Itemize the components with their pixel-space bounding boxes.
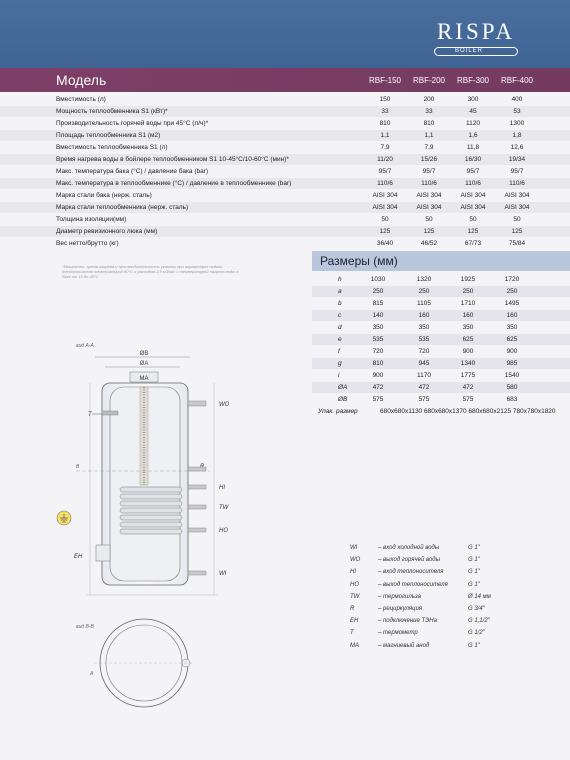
legend-code: EH	[350, 618, 359, 625]
spec-value: 110/6	[421, 180, 437, 187]
dimension-row	[312, 382, 570, 393]
legend-code: TW	[350, 593, 360, 600]
label-oslash-a: ØA	[139, 361, 149, 367]
spec-value: 1,8	[512, 132, 522, 139]
dimension-value: 250	[372, 288, 384, 295]
legend-description: – вход холодной воды	[378, 545, 440, 551]
legend-thread-size: G 1,1/2"	[468, 618, 490, 625]
legend-thread-size: G 1"	[468, 581, 480, 588]
logo-subtitle: BOILER	[434, 47, 518, 56]
legend-item	[350, 545, 530, 557]
legend-thread-size: G 1"	[468, 569, 480, 576]
dimension-value: 350	[462, 324, 474, 331]
dimension-value: 1030	[370, 276, 386, 283]
legend-code: HO	[350, 581, 359, 588]
legend-code: WO	[350, 557, 361, 564]
dimension-value: 350	[418, 324, 430, 331]
spec-value: 50	[381, 216, 389, 223]
spec-value: 125	[379, 228, 391, 235]
dimension-value: 815	[372, 300, 384, 307]
spec-value: 95/7	[378, 168, 392, 175]
spec-label: Мощность теплообменника S1 (кВт)*	[56, 108, 168, 115]
legend-description: – выход горячей воды	[378, 557, 441, 564]
spec-label: Макс. температура в теплообменнике (°С) / давление в теплообменнике (bar)	[56, 180, 292, 187]
spec-label: Диаметр ревизионного люка (мм)	[56, 228, 158, 235]
spec-value: 95/7	[466, 168, 480, 175]
legend-item	[350, 606, 530, 618]
spec-row	[0, 142, 570, 153]
spec-value: 11,8	[466, 144, 480, 151]
label-tw: TW	[219, 505, 229, 511]
spec-value: 110/6	[465, 180, 481, 187]
spec-label: Вместимость теплообменника S1 (л)	[56, 144, 168, 151]
dimension-value: 720	[418, 348, 430, 355]
spec-row	[0, 130, 570, 141]
label-hi: HI	[219, 485, 225, 491]
spec-value: 1120	[466, 120, 480, 127]
spec-row	[0, 238, 570, 249]
legend-code: R	[350, 606, 355, 612]
label-ho: HO	[219, 528, 228, 534]
model-col-1: RBF-150	[368, 76, 401, 85]
spec-row	[0, 214, 570, 225]
spec-row	[0, 226, 570, 237]
spec-value: AISI 304	[416, 192, 442, 199]
dimension-value: 625	[506, 336, 518, 343]
legend-description: – подключение ТЭНа	[378, 618, 437, 625]
spec-value: AISI 304	[504, 204, 530, 211]
dimension-key: ØA	[338, 384, 348, 391]
dimensions-title: Размеры (мм)	[320, 254, 398, 268]
spec-label: Марка стали бака (нерж. сталь)	[56, 192, 152, 199]
dimension-value: 160	[418, 312, 430, 319]
dimension-key: g	[338, 360, 342, 367]
dimension-value: 1105	[417, 300, 431, 307]
dimension-row	[312, 298, 570, 309]
legend-code: T	[350, 630, 354, 637]
spec-value: AISI 304	[504, 192, 530, 199]
spec-row	[0, 166, 570, 177]
spec-value: 150	[379, 96, 391, 103]
page-header	[0, 0, 570, 68]
spec-label: Вес нетто/брутто (кг)	[56, 240, 119, 247]
dimension-value: 985	[506, 360, 518, 367]
spec-value: 200	[423, 96, 435, 103]
dimension-key: h	[338, 276, 342, 283]
dimension-row	[312, 358, 570, 369]
spec-value: 125	[511, 228, 523, 235]
legend-thread-size: Ø 14 мм	[468, 593, 491, 600]
spec-label: Вместимость (л)	[56, 96, 106, 103]
hi-port	[188, 485, 206, 489]
dimension-row	[312, 310, 570, 321]
spec-value: 50	[513, 216, 521, 223]
dimension-value: 250	[506, 288, 518, 295]
footnote: *Мощность, время нагрева и производительность указаны при параметрах подачи теплоносителя температурой 80°С и расходом 2,5 м3/час с температурой нагрева воды в баке от 10 до 45°С	[62, 264, 239, 279]
legend-item	[350, 569, 530, 581]
spec-value: 50	[469, 216, 477, 223]
eh-flange	[96, 545, 110, 561]
legend-item	[350, 582, 530, 594]
ho-port	[188, 528, 206, 532]
dimension-key: i	[338, 372, 340, 379]
dimension-value: 945	[418, 360, 430, 367]
spec-value: 125	[423, 228, 435, 235]
specs-title: Модель	[56, 72, 107, 88]
tw-port	[188, 505, 206, 509]
thermometer-port	[102, 411, 118, 415]
dimension-value: 575	[418, 396, 430, 403]
dimension-row	[312, 334, 570, 345]
spec-label: Производительность горячей воды при 45°С (л/ч)*	[56, 120, 209, 127]
dimension-value: 1540	[504, 372, 520, 379]
dimension-value: 900	[462, 348, 474, 355]
spec-value: 45	[469, 108, 477, 115]
spec-value: 50	[425, 216, 433, 223]
label-a: A	[90, 671, 94, 677]
label-wi: WI	[219, 571, 227, 577]
legend-code: MA	[350, 642, 359, 649]
dimension-value: 1340	[460, 360, 476, 367]
packaging-values: 680x680x1130 680x680x1370 680x680x2125 780x780x1820	[380, 408, 556, 415]
dimension-value: 1170	[417, 372, 431, 379]
packaging-row	[312, 406, 570, 417]
spec-value: 53	[513, 108, 521, 115]
spec-value: AISI 304	[372, 192, 398, 199]
legend-item	[350, 594, 530, 606]
dimension-value: 575	[372, 396, 384, 403]
spec-value: AISI 304	[416, 204, 442, 211]
spec-value: 46/52	[420, 240, 438, 247]
dimension-key: e	[338, 336, 342, 343]
dimension-value: 535	[372, 336, 384, 343]
spec-value: 67/73	[464, 240, 482, 247]
spec-row	[0, 154, 570, 165]
dimension-row	[312, 286, 570, 297]
dimension-value: 1925	[460, 276, 476, 283]
model-header-bar	[0, 68, 570, 92]
model-col-2: RBF-200	[412, 76, 445, 85]
label-ma: MA	[139, 376, 149, 382]
spec-row	[0, 178, 570, 189]
spec-value: AISI 304	[460, 192, 486, 199]
legend-item	[350, 557, 530, 569]
legend-description: – термометр	[378, 630, 418, 637]
dimension-value: 1710	[460, 300, 476, 307]
spec-value: 16/30	[464, 156, 482, 163]
model-col-3: RBF-300	[456, 76, 489, 85]
packaging-label: Упак. размер	[318, 408, 358, 415]
dimension-value: 350	[372, 324, 384, 331]
dimension-key: ØB	[338, 396, 348, 403]
spec-value: 810	[423, 120, 435, 127]
spec-value: 12,6	[510, 144, 524, 151]
dimension-value: 250	[418, 288, 430, 295]
dimensions-title-bar	[312, 251, 570, 271]
spec-value: AISI 304	[372, 204, 398, 211]
dimension-value: 472	[462, 384, 474, 391]
dimension-value: 1495	[504, 300, 520, 307]
dimension-value: 1320	[416, 276, 432, 283]
legend-thread-size: G 1"	[468, 642, 480, 649]
dimension-key: f	[338, 348, 340, 355]
dimension-value: 535	[418, 336, 430, 343]
legend-item	[350, 618, 530, 630]
dimension-row	[312, 322, 570, 333]
dimension-value: 350	[506, 324, 518, 331]
r-port	[188, 467, 206, 471]
dimension-value: 720	[372, 348, 384, 355]
spec-label: Время нагрева воды в бойлере теплообменником S1 10-45°С/10-60°С (мин)*	[56, 156, 289, 163]
spec-row	[0, 106, 570, 117]
spec-label: Толщина изоляции(мм)	[56, 216, 127, 223]
section-bb-label: вид B-B	[76, 624, 94, 630]
spec-value: 400	[511, 96, 523, 103]
dimension-value: 1720	[504, 276, 520, 283]
legend-code: HI	[350, 569, 356, 576]
spec-row	[0, 118, 570, 129]
dimension-row	[312, 274, 570, 285]
spec-row	[0, 94, 570, 105]
dimension-key: b	[338, 300, 342, 307]
dimension-key: a	[338, 288, 342, 295]
spec-value: 7,9	[424, 144, 434, 151]
dimension-key: c	[338, 312, 342, 319]
rispa-logo	[434, 20, 518, 56]
spec-value: 1,1	[380, 132, 390, 139]
spec-value: 110/6	[377, 180, 393, 187]
spec-value: 36/40	[376, 240, 394, 247]
dimension-row	[312, 346, 570, 357]
logo-text: RISPA	[436, 19, 516, 44]
label-t: T	[88, 412, 92, 418]
spec-value: 19/34	[508, 156, 526, 163]
spec-value: 33	[425, 108, 433, 115]
dimension-value: 580	[506, 384, 518, 391]
legend-thread-size: G 1"	[468, 545, 480, 551]
label-wo: WO	[219, 402, 230, 408]
spec-value: 1,6	[468, 132, 478, 139]
legend-code: WI	[350, 545, 358, 551]
boiler-drawing	[50, 335, 260, 715]
dimension-value: 472	[372, 384, 384, 391]
spec-value: 7,9	[380, 144, 390, 151]
spec-row	[0, 202, 570, 213]
spec-value: 125	[467, 228, 479, 235]
legend-item	[350, 630, 530, 642]
dimension-value: 250	[462, 288, 474, 295]
dimension-value: 900	[506, 348, 518, 355]
dimension-value: 160	[462, 312, 474, 319]
legend-thread-size: G 1"	[468, 557, 480, 564]
spec-value: 95/7	[422, 168, 436, 175]
legend-description: – выход теплоносителя	[378, 581, 448, 588]
wo-port	[188, 401, 206, 406]
spec-value: 810	[379, 120, 391, 127]
legend-item	[350, 643, 530, 655]
spec-value: 15/26	[420, 156, 438, 163]
dimension-row	[312, 370, 570, 381]
spec-value: 1,1	[424, 132, 434, 139]
wi-port	[188, 571, 206, 575]
legend-thread-size: G 1/2"	[468, 630, 485, 637]
spec-value: 95/7	[510, 168, 524, 175]
spec-value: 300	[467, 96, 479, 103]
dimension-value: 472	[418, 384, 430, 391]
label-b-left: B	[76, 464, 80, 470]
dimension-value: 140	[372, 312, 384, 319]
spec-value: 75/84	[508, 240, 526, 247]
spec-value: 1300	[509, 120, 525, 127]
dimension-value: 625	[462, 336, 474, 343]
heat-exchanger-coil	[120, 487, 182, 534]
spec-value: 33	[381, 108, 389, 115]
spec-row	[0, 190, 570, 201]
legend-description: – рециркуляция	[378, 606, 423, 612]
dimension-value: 683	[506, 396, 518, 403]
dimension-row	[312, 394, 570, 405]
model-col-4: RBF-400	[500, 76, 533, 85]
section-aa-label: вид A-A	[76, 343, 94, 349]
label-eh: EH	[74, 554, 83, 560]
dimension-value: 1775	[460, 372, 476, 379]
spec-label: Макс. температура бака (°С) / давление бака (bar)	[56, 168, 209, 175]
legend-description: – вход теплоносителя	[378, 569, 444, 576]
spec-label: Площадь теплообменника S1 (м2)	[56, 132, 161, 139]
dimension-key: d	[338, 324, 342, 331]
dimension-value: 575	[462, 396, 474, 403]
legend-description: – магниевый анод	[378, 642, 430, 649]
dimension-value: 160	[506, 312, 518, 319]
spec-value: 11/20	[377, 156, 393, 163]
spec-value: 110/6	[509, 180, 525, 187]
spec-label: Марка стали теплообменника (нерж. сталь)	[56, 204, 189, 211]
dimension-value: 810	[372, 360, 384, 367]
label-oslash-b: ØB	[139, 351, 149, 357]
legend-thread-size: G 3/4"	[468, 606, 485, 612]
legend-description: – термогильза	[378, 593, 421, 600]
dimension-value: 900	[372, 372, 384, 379]
spec-value: AISI 304	[460, 204, 486, 211]
